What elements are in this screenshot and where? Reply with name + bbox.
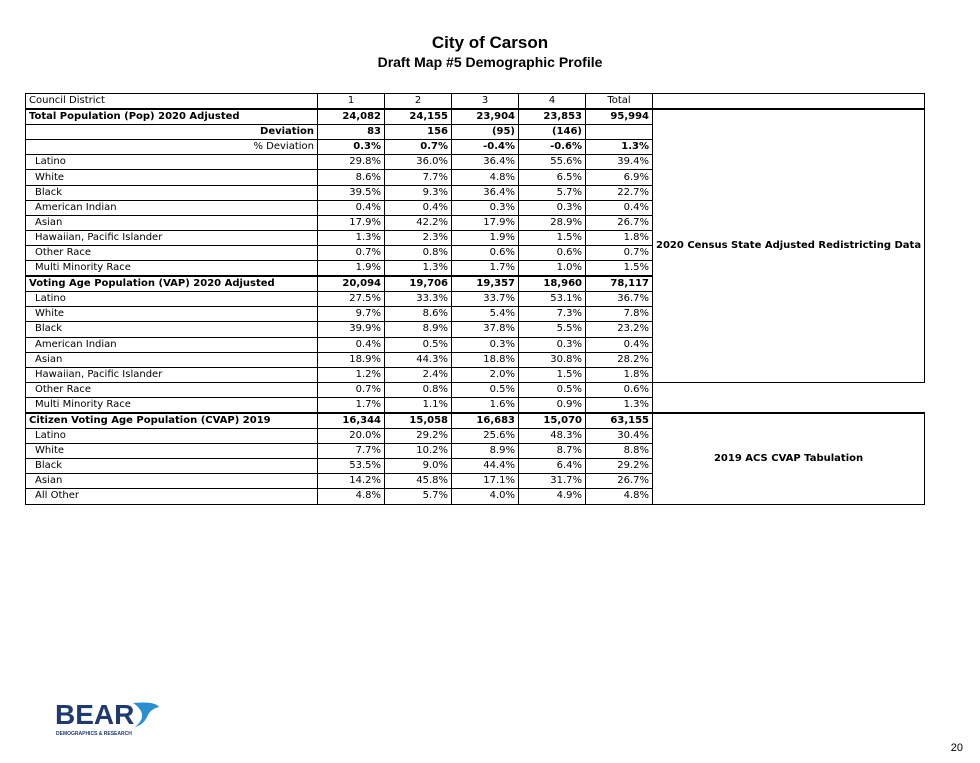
- header-district-4: 4: [519, 94, 586, 110]
- race-value: 2.0%: [452, 367, 519, 382]
- race-value: 4.8%: [452, 170, 519, 185]
- race-value: 29.2%: [385, 429, 452, 444]
- race-value: 33.7%: [452, 292, 519, 307]
- page-number: 20: [950, 742, 963, 754]
- race-value: 45.8%: [385, 474, 452, 489]
- race-value: 0.5%: [385, 337, 452, 352]
- race-value: 0.6%: [586, 382, 653, 397]
- race-value: 7.7%: [318, 444, 385, 459]
- race-value: 4.8%: [586, 489, 653, 504]
- race-value: 17.1%: [452, 474, 519, 489]
- bear-logo: [55, 697, 165, 739]
- race-value: 0.5%: [452, 382, 519, 397]
- race-value: 36.4%: [452, 155, 519, 170]
- race-value: 30.8%: [519, 352, 586, 367]
- race-label: Hawaiian, Pacific Islander: [26, 230, 318, 245]
- race-value: 4.0%: [452, 489, 519, 504]
- race-value: 48.3%: [519, 429, 586, 444]
- race-value: 0.4%: [586, 337, 653, 352]
- race-value: 1.2%: [318, 367, 385, 382]
- total-pop-value: 95,994: [586, 109, 653, 125]
- header-council-district: Council District: [26, 94, 318, 110]
- race-value: 0.4%: [586, 200, 653, 215]
- pct-deviation-value: -0.4%: [452, 140, 519, 155]
- race-value: 18.9%: [318, 352, 385, 367]
- race-value: 1.7%: [452, 261, 519, 277]
- race-label: Multi Minority Race: [26, 397, 318, 413]
- race-value: 10.2%: [385, 444, 452, 459]
- total-pop-value: 23,904: [452, 109, 519, 125]
- race-value: 36.0%: [385, 155, 452, 170]
- race-value: 53.1%: [519, 292, 586, 307]
- pct-deviation-value: 0.3%: [318, 140, 385, 155]
- race-value: 2.3%: [385, 230, 452, 245]
- race-value: 5.4%: [452, 307, 519, 322]
- race-label: Black: [26, 185, 318, 200]
- vap-race-row: [26, 397, 925, 413]
- cvap-value: 16,344: [318, 413, 385, 429]
- logo-wordmark: BEAR: [55, 699, 135, 730]
- race-value: 6.5%: [519, 170, 586, 185]
- race-label: All Other: [26, 489, 318, 504]
- demographic-table: [25, 93, 925, 505]
- race-value: 39.9%: [318, 322, 385, 337]
- race-value: 27.5%: [318, 292, 385, 307]
- race-value: 1.8%: [586, 367, 653, 382]
- cvap-row: [26, 413, 925, 429]
- race-value: 18.8%: [452, 352, 519, 367]
- cvap-value: 16,683: [452, 413, 519, 429]
- race-value: 1.5%: [586, 261, 653, 277]
- race-label: Multi Minority Race: [26, 261, 318, 277]
- race-label: Black: [26, 459, 318, 474]
- race-label: American Indian: [26, 200, 318, 215]
- race-label: Asian: [26, 352, 318, 367]
- pct-deviation-label: % Deviation: [26, 140, 318, 155]
- race-label: White: [26, 444, 318, 459]
- race-value: 6.9%: [586, 170, 653, 185]
- race-value: 17.9%: [318, 215, 385, 230]
- pct-deviation-value: 0.7%: [385, 140, 452, 155]
- race-label: Asian: [26, 215, 318, 230]
- race-value: 33.3%: [385, 292, 452, 307]
- race-label: Hawaiian, Pacific Islander: [26, 367, 318, 382]
- race-value: 4.8%: [318, 489, 385, 504]
- deviation-value: (95): [452, 125, 519, 140]
- race-value: 1.9%: [318, 261, 385, 277]
- total-pop-value: 23,853: [519, 109, 586, 125]
- race-value: 26.7%: [586, 474, 653, 489]
- race-value: 31.7%: [519, 474, 586, 489]
- race-value: 20.0%: [318, 429, 385, 444]
- vap-value: 18,960: [519, 276, 586, 292]
- race-value: 8.6%: [318, 170, 385, 185]
- race-value: 22.7%: [586, 185, 653, 200]
- race-value: 29.8%: [318, 155, 385, 170]
- race-value: 17.9%: [452, 215, 519, 230]
- race-value: 0.4%: [385, 200, 452, 215]
- census-note: 2020 Census State Adjusted Redistricting Data: [653, 109, 925, 382]
- race-value: 8.6%: [385, 307, 452, 322]
- race-value: 28.9%: [519, 215, 586, 230]
- pct-deviation-value: 1.3%: [586, 140, 653, 155]
- race-label: White: [26, 307, 318, 322]
- total-pop-value: 24,155: [385, 109, 452, 125]
- race-label: White: [26, 170, 318, 185]
- race-value: 26.7%: [586, 215, 653, 230]
- vap-value: 20,094: [318, 276, 385, 292]
- race-value: 7.7%: [385, 170, 452, 185]
- cvap-label: Citizen Voting Age Population (CVAP) 2019: [26, 413, 318, 429]
- header-blank: [653, 94, 925, 110]
- logo-tagline: DEMOGRAPHICS & RESEARCH: [56, 731, 132, 737]
- total-pop-label: Total Population (Pop) 2020 Adjusted: [26, 109, 318, 125]
- race-value: 7.3%: [519, 307, 586, 322]
- race-value: 1.0%: [519, 261, 586, 277]
- cvap-value: 15,070: [519, 413, 586, 429]
- total-pop-row: [26, 109, 925, 125]
- race-value: 1.6%: [452, 397, 519, 413]
- race-value: 2.4%: [385, 367, 452, 382]
- vap-label: Voting Age Population (VAP) 2020 Adjusted: [26, 276, 318, 292]
- pct-deviation-value: -0.6%: [519, 140, 586, 155]
- race-value: 37.8%: [452, 322, 519, 337]
- race-value: 42.2%: [385, 215, 452, 230]
- race-label: Latino: [26, 155, 318, 170]
- vap-value: 19,357: [452, 276, 519, 292]
- race-value: 1.7%: [318, 397, 385, 413]
- race-value: 1.5%: [519, 230, 586, 245]
- race-label: Latino: [26, 292, 318, 307]
- total-pop-value: 24,082: [318, 109, 385, 125]
- race-value: 4.9%: [519, 489, 586, 504]
- race-value: 8.8%: [586, 444, 653, 459]
- race-value: 0.3%: [519, 200, 586, 215]
- race-value: 0.7%: [318, 245, 385, 260]
- race-value: 30.4%: [586, 429, 653, 444]
- race-value: 0.3%: [452, 200, 519, 215]
- vap-value: 19,706: [385, 276, 452, 292]
- race-value: 6.4%: [519, 459, 586, 474]
- race-value: 1.3%: [586, 397, 653, 413]
- header-row: [26, 94, 925, 110]
- race-value: 0.6%: [452, 245, 519, 260]
- race-value: 1.9%: [452, 230, 519, 245]
- race-value: 1.1%: [385, 397, 452, 413]
- deviation-value: (146): [519, 125, 586, 140]
- race-value: 0.4%: [318, 337, 385, 352]
- race-value: 8.9%: [452, 444, 519, 459]
- race-value: 0.6%: [519, 245, 586, 260]
- race-value: 23.2%: [586, 322, 653, 337]
- race-value: 14.2%: [318, 474, 385, 489]
- race-label: Other Race: [26, 382, 318, 397]
- race-label: Other Race: [26, 245, 318, 260]
- header-district-3: 3: [452, 94, 519, 110]
- race-value: 0.5%: [519, 382, 586, 397]
- race-value: 1.5%: [519, 367, 586, 382]
- page-subtitle: Draft Map #5 Demographic Profile: [377, 54, 603, 70]
- race-value: 39.4%: [586, 155, 653, 170]
- acs-note: 2019 ACS CVAP Tabulation: [653, 413, 925, 504]
- vap-race-row: [26, 382, 925, 397]
- race-value: 36.4%: [452, 185, 519, 200]
- race-value: 1.3%: [385, 261, 452, 277]
- race-value: 36.7%: [586, 292, 653, 307]
- race-label: American Indian: [26, 337, 318, 352]
- race-value: 8.7%: [519, 444, 586, 459]
- race-value: 9.7%: [318, 307, 385, 322]
- race-value: 0.4%: [318, 200, 385, 215]
- race-value: 0.8%: [385, 382, 452, 397]
- header-district-5: Total: [586, 94, 653, 110]
- vap-value: 78,117: [586, 276, 653, 292]
- race-value: 7.8%: [586, 307, 653, 322]
- cvap-value: 63,155: [586, 413, 653, 429]
- race-value: 0.3%: [452, 337, 519, 352]
- race-value: 29.2%: [586, 459, 653, 474]
- race-value: 0.8%: [385, 245, 452, 260]
- page-title: City of Carson: [431, 33, 549, 52]
- race-value: 53.5%: [318, 459, 385, 474]
- deviation-label: Deviation: [26, 125, 318, 140]
- race-value: 28.2%: [586, 352, 653, 367]
- deviation-value: 83: [318, 125, 385, 140]
- race-value: 0.9%: [519, 397, 586, 413]
- race-value: 1.3%: [318, 230, 385, 245]
- race-value: 0.3%: [519, 337, 586, 352]
- header-district-2: 2: [385, 94, 452, 110]
- cvap-value: 15,058: [385, 413, 452, 429]
- race-value: 44.3%: [385, 352, 452, 367]
- race-value: 9.3%: [385, 185, 452, 200]
- race-value: 1.8%: [586, 230, 653, 245]
- race-value: 9.0%: [385, 459, 452, 474]
- deviation-value: [586, 125, 653, 140]
- race-value: 44.4%: [452, 459, 519, 474]
- deviation-value: 156: [385, 125, 452, 140]
- race-value: 8.9%: [385, 322, 452, 337]
- race-value: 5.7%: [385, 489, 452, 504]
- race-value: 55.6%: [519, 155, 586, 170]
- race-value: 25.6%: [452, 429, 519, 444]
- logo-swoosh-icon: [133, 703, 159, 728]
- race-label: Black: [26, 322, 318, 337]
- race-value: 39.5%: [318, 185, 385, 200]
- race-value: 0.7%: [586, 245, 653, 260]
- race-value: 5.5%: [519, 322, 586, 337]
- header-district-1: 1: [318, 94, 385, 110]
- race-value: 0.7%: [318, 382, 385, 397]
- race-label: Latino: [26, 429, 318, 444]
- race-label: Asian: [26, 474, 318, 489]
- race-value: 5.7%: [519, 185, 586, 200]
